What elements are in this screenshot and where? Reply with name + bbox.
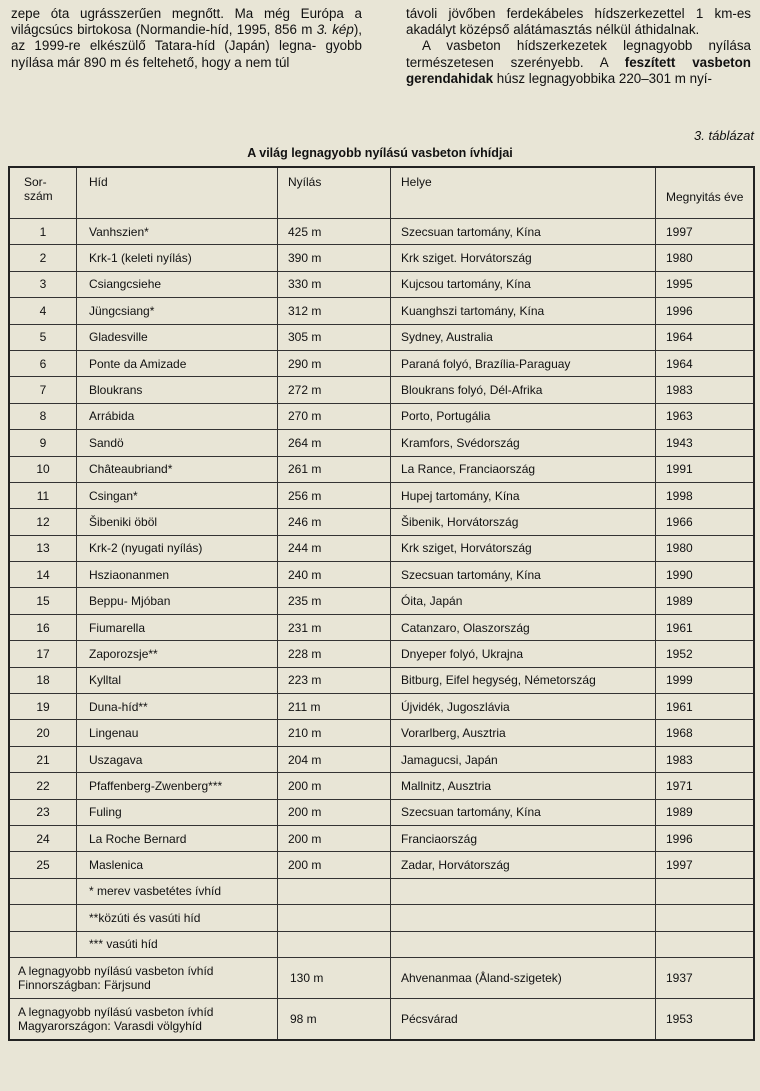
cell-sorszam: 10 (9, 456, 77, 482)
note-empty (278, 931, 391, 957)
cell-nyilas: 390 m (278, 245, 391, 271)
cell-hid: Bloukrans (77, 377, 278, 403)
cell-hid: Pfaffenberg-Zwenberg*** (77, 773, 278, 799)
cell-helye: Dnyeper folyó, Ukrajna (391, 641, 656, 667)
footer-nyilas: 130 m (278, 957, 391, 998)
cell-hid: La Roche Bernard (77, 825, 278, 851)
cell-sorszam: 18 (9, 667, 77, 693)
cell-ev: 1997 (656, 219, 755, 245)
text-line: világcsúcs birtokosa (Normandie-híd, 1995, 856 m (11, 22, 317, 38)
table-row (9, 825, 754, 851)
cell-sorszam: 12 (9, 509, 77, 535)
cell-sorszam: 25 (9, 852, 77, 878)
cell-nyilas: 210 m (278, 720, 391, 746)
cell-helye: Sydney, Australia (391, 324, 656, 350)
note-empty (9, 878, 77, 904)
table-row (9, 641, 754, 667)
cell-sorszam: 5 (9, 324, 77, 350)
text-line: akadályt középső alátámasztás nélkül áthidalnak. (406, 22, 700, 38)
cell-ev: 1989 (656, 588, 755, 614)
header-nyilas: Nyílás (278, 167, 391, 219)
cell-ev: 1966 (656, 509, 755, 535)
cell-hid: Fiumarella (77, 614, 278, 640)
cell-ev: 1991 (656, 456, 755, 482)
note-text: **közúti és vasúti híd (77, 905, 278, 931)
cell-helye: Szecsuan tartomány, Kína (391, 562, 656, 588)
cell-sorszam: 20 (9, 720, 77, 746)
cell-helye: Hupej tartomány, Kína (391, 482, 656, 508)
cell-nyilas: 330 m (278, 271, 391, 297)
cell-hid: Uszagava (77, 746, 278, 772)
cell-hid: Beppu- Mjóban (77, 588, 278, 614)
footer-helye: Ahvenanmaa (Åland-szigetek) (391, 957, 656, 998)
table-row (9, 245, 754, 271)
cell-nyilas: 223 m (278, 667, 391, 693)
cell-sorszam: 2 (9, 245, 77, 271)
cell-hid: Lingenau (77, 720, 278, 746)
table-row (9, 219, 754, 245)
text-run: A vasbeton hídszerkezetek legnagyobb nyílása természetesen szerényebb. A (406, 38, 751, 70)
cell-sorszam: 9 (9, 430, 77, 456)
cell-ev: 1964 (656, 324, 755, 350)
cell-helye: Krk sziget. Horvátország (391, 245, 656, 271)
note-empty (656, 931, 755, 957)
cell-sorszam: 22 (9, 773, 77, 799)
table-row (9, 271, 754, 297)
cell-helye: Franciaország (391, 825, 656, 851)
cell-helye: Kujcsou tartomány, Kína (391, 271, 656, 297)
cell-nyilas: 261 m (278, 456, 391, 482)
cell-helye: Szecsuan tartomány, Kína (391, 799, 656, 825)
table-row (9, 377, 754, 403)
cell-nyilas: 312 m (278, 298, 391, 324)
table-row (9, 694, 754, 720)
cell-nyilas: 290 m (278, 350, 391, 376)
cell-helye: Bitburg, Eifel hegység, Németország (391, 667, 656, 693)
table-row (9, 852, 754, 878)
header-sorszam: Sor- szám (9, 167, 77, 219)
cell-sorszam: 23 (9, 799, 77, 825)
cell-sorszam: 3 (9, 271, 77, 297)
cell-nyilas: 228 m (278, 641, 391, 667)
table-row (9, 799, 754, 825)
table-row (9, 614, 754, 640)
table-row (9, 350, 754, 376)
cell-sorszam: 6 (9, 350, 77, 376)
intro-right-para1 (406, 6, 751, 38)
cell-ev: 1963 (656, 403, 755, 429)
intro-left-column (11, 6, 362, 71)
cell-helye: Kuanghszi tartomány, Kína (391, 298, 656, 324)
table-reference: 3. táblázat (694, 128, 754, 143)
note-text: * merev vasbetétes ívhíd (77, 878, 278, 904)
table-row (9, 403, 754, 429)
cell-helye: La Rance, Franciaország (391, 456, 656, 482)
cell-hid: Zaporozsje** (77, 641, 278, 667)
cell-sorszam: 4 (9, 298, 77, 324)
cell-helye: Krk sziget, Horvátország (391, 535, 656, 561)
cell-nyilas: 425 m (278, 219, 391, 245)
cell-hid: Csingan* (77, 482, 278, 508)
cell-nyilas: 200 m (278, 799, 391, 825)
footer-row-finland (9, 957, 754, 998)
cell-ev: 1990 (656, 562, 755, 588)
cell-hid: Ponte da Amizade (77, 350, 278, 376)
cell-nyilas: 231 m (278, 614, 391, 640)
cell-hid: Vanhszien* (77, 219, 278, 245)
cell-helye: Újvidék, Jugoszlávia (391, 694, 656, 720)
cell-hid: Csiangcsiehe (77, 271, 278, 297)
cell-helye: Bloukrans folyó, Dél-Afrika (391, 377, 656, 403)
cell-nyilas: 272 m (278, 377, 391, 403)
table-row (9, 298, 754, 324)
footer-ev: 1953 (656, 998, 755, 1040)
cell-nyilas: 270 m (278, 403, 391, 429)
cell-ev: 1983 (656, 377, 755, 403)
footer-label-line2: Finnországban: Färjsund (18, 977, 151, 992)
intro-right-para2 (406, 38, 751, 87)
cell-nyilas: 305 m (278, 324, 391, 350)
table-row (9, 324, 754, 350)
table-row (9, 430, 754, 456)
footer-ev: 1937 (656, 957, 755, 998)
cell-ev: 1971 (656, 773, 755, 799)
table-body (9, 167, 754, 1040)
footer-helye: Pécsvárad (391, 998, 656, 1040)
note-row (9, 931, 754, 957)
cell-hid: Jüngcsiang* (77, 298, 278, 324)
cell-hid: Fuling (77, 799, 278, 825)
table-row (9, 667, 754, 693)
table-row (9, 509, 754, 535)
cell-hid: Arrábida (77, 403, 278, 429)
cell-ev: 1999 (656, 667, 755, 693)
cell-hid: Šibeniki öböl (77, 509, 278, 535)
table-row (9, 588, 754, 614)
cell-ev: 1943 (656, 430, 755, 456)
header-megnyitas: Megnyitás éve (656, 167, 755, 219)
footer-row-hungary (9, 998, 754, 1040)
text-line: távoli jövőben ferdekábeles hídszerkezettel 1 km-es (406, 6, 751, 21)
cell-sorszam: 17 (9, 641, 77, 667)
cell-nyilas: 246 m (278, 509, 391, 535)
note-empty (391, 905, 656, 931)
cell-nyilas: 264 m (278, 430, 391, 456)
cell-nyilas: 204 m (278, 746, 391, 772)
cell-helye: Porto, Portugália (391, 403, 656, 429)
bold-term: feszített vasbeton gerendahidak (406, 54, 751, 86)
cell-ev: 1980 (656, 535, 755, 561)
note-row (9, 878, 754, 904)
cell-ev: 1964 (656, 350, 755, 376)
text-line: ), az 1999-re elkészülő Tatara-híd (Japán) legna- (11, 22, 362, 54)
cell-ev: 1998 (656, 482, 755, 508)
cell-ev: 1996 (656, 825, 755, 851)
note-empty (656, 905, 755, 931)
cell-sorszam: 15 (9, 588, 77, 614)
cell-nyilas: 200 m (278, 825, 391, 851)
cell-ev: 1961 (656, 694, 755, 720)
table-row (9, 456, 754, 482)
cell-helye: Vorarlberg, Ausztria (391, 720, 656, 746)
cell-hid: Kylltal (77, 667, 278, 693)
cell-nyilas: 211 m (278, 694, 391, 720)
footer-label-line1: A legnagyobb nyílású vasbeton ívhíd (18, 1004, 214, 1019)
cell-ev: 1952 (656, 641, 755, 667)
cell-hid: Sandö (77, 430, 278, 456)
cell-ev: 1983 (656, 746, 755, 772)
intro-left-text (11, 6, 362, 71)
note-empty (656, 878, 755, 904)
cell-hid: Châteaubriand* (77, 456, 278, 482)
header-helye: Helye (391, 167, 656, 219)
cell-helye: Kramfors, Svédország (391, 430, 656, 456)
cell-ev: 1997 (656, 852, 755, 878)
text-line: zepe óta ugrásszerűen megnőtt. Ma még Európa a (11, 6, 362, 21)
cell-helye: Paraná folyó, Brazília-Paraguay (391, 350, 656, 376)
table-row (9, 720, 754, 746)
cell-sorszam: 24 (9, 825, 77, 851)
cell-helye: Zadar, Horvátország (391, 852, 656, 878)
cell-ev: 1996 (656, 298, 755, 324)
note-empty (9, 931, 77, 957)
cell-nyilas: 200 m (278, 773, 391, 799)
cell-sorszam: 7 (9, 377, 77, 403)
cell-helye: Šibenik, Horvátország (391, 509, 656, 535)
cell-helye: Óita, Japán (391, 588, 656, 614)
cell-hid: Maslenica (77, 852, 278, 878)
cell-nyilas: 235 m (278, 588, 391, 614)
table-header-row (9, 167, 754, 219)
table-title: A világ legnagyobb nyílású vasbeton ívhídjai (247, 146, 513, 160)
cell-nyilas: 244 m (278, 535, 391, 561)
note-empty (9, 905, 77, 931)
text-run: húsz legnagyobbika 220–301 m nyí- (493, 70, 712, 86)
cell-ev: 1995 (656, 271, 755, 297)
cell-nyilas: 256 m (278, 482, 391, 508)
cell-sorszam: 19 (9, 694, 77, 720)
cell-sorszam: 11 (9, 482, 77, 508)
bridges-table (8, 166, 755, 1041)
cell-sorszam: 21 (9, 746, 77, 772)
cell-sorszam: 16 (9, 614, 77, 640)
cell-ev: 1968 (656, 720, 755, 746)
note-empty (278, 905, 391, 931)
cell-hid: Krk-1 (keleti nyílás) (77, 245, 278, 271)
note-row (9, 905, 754, 931)
note-empty (278, 878, 391, 904)
cell-hid: Duna-híd** (77, 694, 278, 720)
note-text: *** vasúti híd (77, 931, 278, 957)
note-empty (391, 878, 656, 904)
figure-reference: 3. kép (316, 22, 354, 38)
cell-ev: 1961 (656, 614, 755, 640)
cell-helye: Szecsuan tartomány, Kína (391, 219, 656, 245)
text-line: gyobb nyílása már 890 m és feltehető, hogy a nem túl (11, 38, 362, 70)
cell-hid: Gladesville (77, 324, 278, 350)
cell-ev: 1989 (656, 799, 755, 825)
cell-nyilas: 240 m (278, 562, 391, 588)
header-hid: Híd (77, 167, 278, 219)
cell-sorszam: 8 (9, 403, 77, 429)
table-row (9, 562, 754, 588)
cell-helye: Jamagucsi, Japán (391, 746, 656, 772)
cell-sorszam: 13 (9, 535, 77, 561)
cell-hid: Krk-2 (nyugati nyílás) (77, 535, 278, 561)
cell-hid: Hsziaonanmen (77, 562, 278, 588)
note-empty (391, 931, 656, 957)
table-row (9, 482, 754, 508)
cell-helye: Catanzaro, Olaszország (391, 614, 656, 640)
table-row (9, 535, 754, 561)
cell-helye: Mallnitz, Ausztria (391, 773, 656, 799)
cell-sorszam: 14 (9, 562, 77, 588)
footer-nyilas: 98 m (278, 998, 391, 1040)
table-row (9, 773, 754, 799)
footer-label-line2: Magyarországon: Varasdi völgyhíd (18, 1018, 202, 1033)
footer-label-line1: A legnagyobb nyílású vasbeton ívhíd (18, 963, 214, 978)
table-row (9, 746, 754, 772)
cell-sorszam: 1 (9, 219, 77, 245)
footer-label (9, 998, 278, 1040)
cell-ev: 1980 (656, 245, 755, 271)
cell-nyilas: 200 m (278, 852, 391, 878)
intro-right-column (406, 6, 751, 87)
footer-label (9, 957, 278, 998)
